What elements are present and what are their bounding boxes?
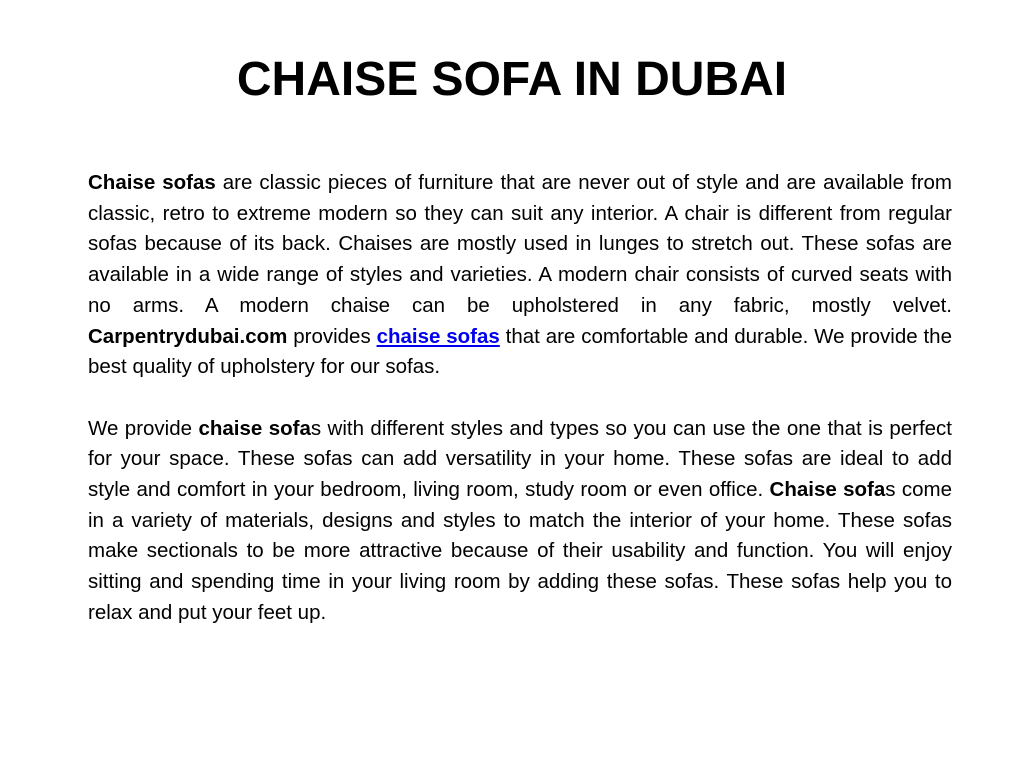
carpentrydubai-bold: Carpentrydubai.com bbox=[88, 324, 288, 348]
paragraph-2-text-c: s come in a variety of materials, designs and styles to match the interior of your home. These sofas make sectionals to be more attractive because of their usability and function. You will enjoy sitting and spending time in your living room by adding these sofas. These sofas help you to relax and put your feet up. bbox=[88, 478, 952, 624]
chaise-sofa-bold-2: Chaise sofa bbox=[769, 478, 886, 502]
paragraph-1-text-c: that are comfortable and durable. We provide the best quality of upholstery for our sofas. bbox=[88, 324, 952, 379]
chaise-sofas-link[interactable]: chaise sofas bbox=[376, 324, 500, 348]
paragraph-2 bbox=[88, 414, 952, 629]
paragraph-1 bbox=[88, 168, 952, 383]
paragraph-2-text-a: We provide bbox=[88, 416, 199, 440]
paragraph-1-text-a: are classic pieces of furniture that are never out of style and are available from classic, retro to extreme modern so they can suit any interior. A chair is different from regular sofas because of its back. Chaises are mostly used in lunges to stretch out. These sofas are available in a wide range of styles and varieties. A modern chair consists of curved seats with no arms. A modern chaise can be upholstered in any fabric, mostly velvet. bbox=[88, 171, 952, 317]
page-title: CHAISE SOFA IN DUBAI bbox=[236, 53, 788, 106]
chaise-sofa-bold-1: chaise sofa bbox=[198, 416, 311, 440]
chaise-sofas-bold: Chaise sofas bbox=[88, 171, 216, 194]
paragraph-1-text-b: provides bbox=[287, 324, 377, 348]
body-text bbox=[88, 168, 952, 629]
paragraph-2-text-b: s with different styles and types so you can use the one that is perfect for your space. These sofas can add versatility in your home. These sofas are ideal to add style and comfort in your bedroom, living room, study room or even office. bbox=[88, 416, 952, 502]
